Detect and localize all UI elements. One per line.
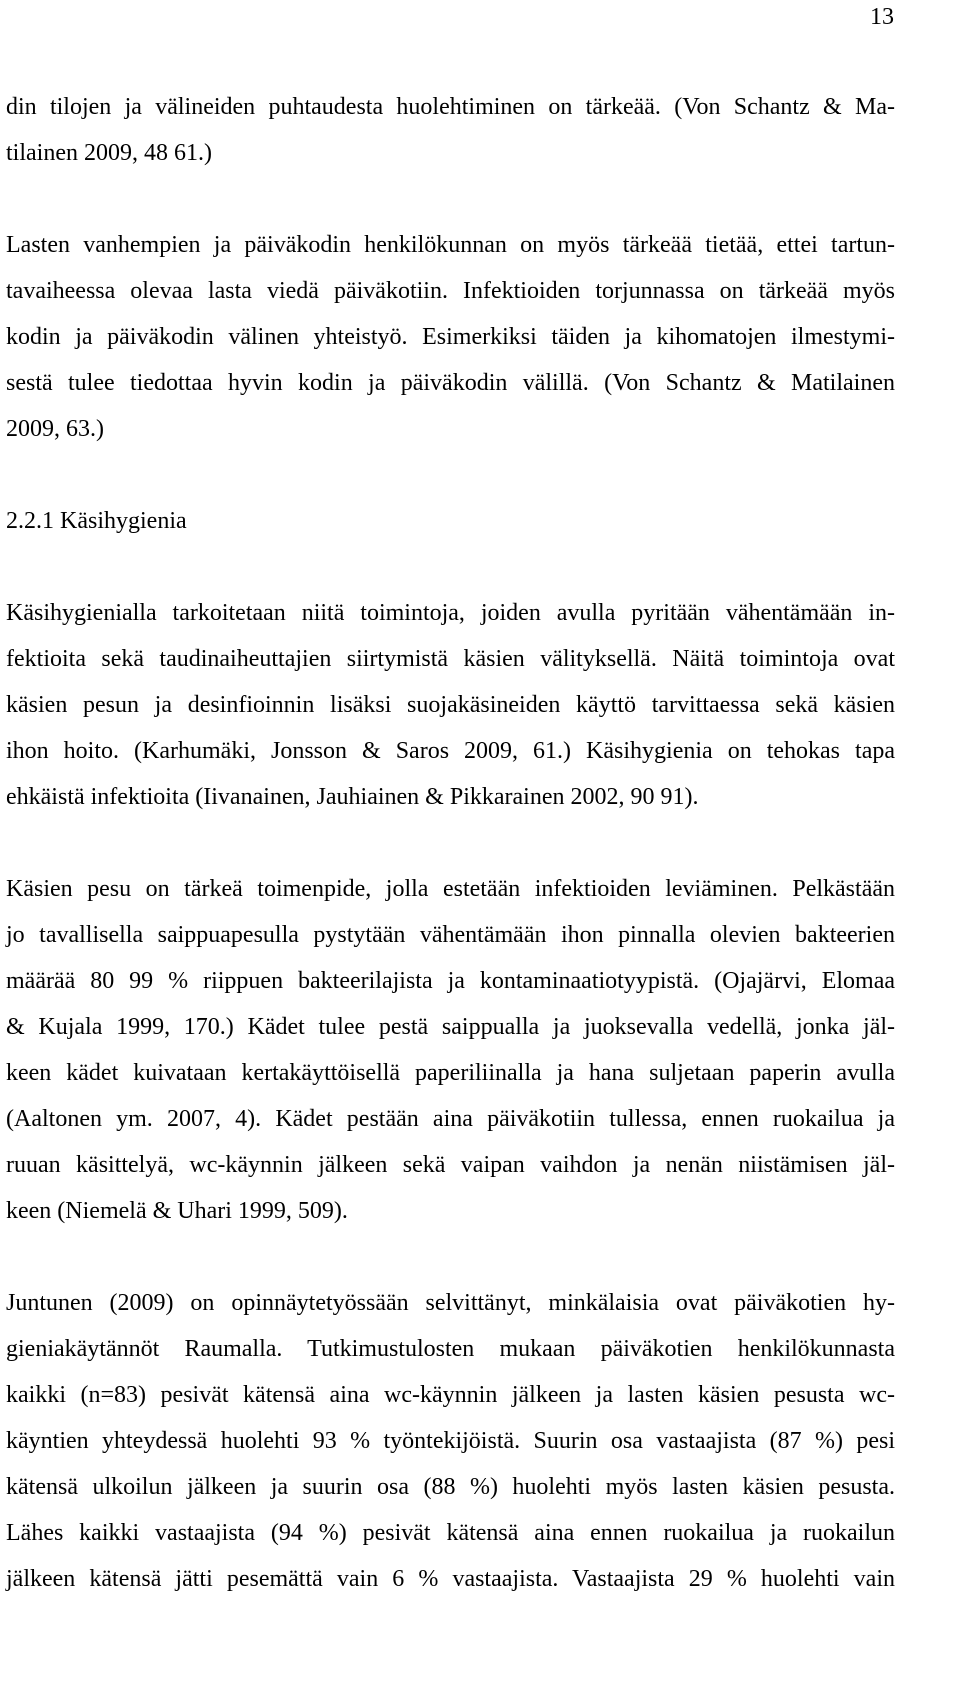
paragraph-gap (6, 1234, 895, 1280)
text-line: ihon hoito. (Karhumäki, Jonsson & Saros 2009, 61.) Käsihygienia on tehokas tapa (6, 738, 895, 764)
page-number: 13 (870, 4, 894, 30)
text-line: tilainen 2009, 48 61.) (6, 140, 212, 166)
text-line: Juntunen (2009) on opinnäytetyössään selvittänyt, minkälaisia ovat päiväkotien hy- (6, 1290, 895, 1316)
text-line: Käsihygienialla tarkoitetaan niitä toimintoja, joiden avulla pyritään vähentämään in- (6, 600, 895, 626)
text-line: sestä tulee tiedottaa hyvin kodin ja päiväkodin välillä. (Von Schantz & Matilainen (6, 370, 895, 396)
text-line: gieniakäytännöt Raumalla. Tutkimustulosten mukaan päiväkotien henkilökunnasta (6, 1336, 895, 1362)
text-line: (Aaltonen ym. 2007, 4). Kädet pestään aina päiväkotiin tullessa, ennen ruokailua ja (6, 1106, 895, 1132)
paragraph-gap (6, 544, 895, 590)
text-line: kaikki (n=83) pesivät kätensä aina wc-käynnin jälkeen ja lasten käsien pesusta wc- (6, 1382, 895, 1408)
paragraph-gap (6, 452, 895, 498)
paragraph-gap (6, 176, 895, 222)
text-line: käyntien yhteydessä huolehti 93 % työntekijöistä. Suurin osa vastaajista (87 %) pesi (6, 1428, 895, 1454)
text-line: määrää 80 99 % riippuen bakteerilajista ja kontaminaatiotyypistä. (Ojajärvi, Elomaa (6, 968, 895, 994)
text-line: keen (Niemelä & Uhari 1999, 509). (6, 1198, 348, 1224)
paragraph (6, 222, 895, 452)
paragraph (6, 1280, 895, 1602)
paragraph (6, 590, 895, 820)
paragraph (6, 866, 895, 1234)
text-line: din tilojen ja välineiden puhtaudesta huolehtiminen on tärkeää. (Von Schantz & Ma- (6, 94, 895, 120)
paragraph-gap (6, 820, 895, 866)
text-line: jo tavallisella saippuapesulla pystytään vähentämään ihon pinnalla olevien bakteerien (6, 922, 895, 948)
text-line: 2009, 63.) (6, 416, 104, 442)
text-line: tavaiheessa olevaa lasta viedä päiväkotiin. Infektioiden torjunnassa on tärkeää myös (6, 278, 895, 304)
document-body (6, 84, 895, 1602)
text-line: Käsien pesu on tärkeä toimenpide, jolla estetään infektioiden leviäminen. Pelkästään (6, 876, 895, 902)
text-line: ehkäistä infektioita (Iivanainen, Jauhiainen & Pikkarainen 2002, 90 91). (6, 784, 699, 810)
text-line: jälkeen kätensä jätti pesemättä vain 6 % vastaajista. Vastaajista 29 % huolehti vain (6, 1566, 895, 1592)
text-line: käsien pesun ja desinfioinnin lisäksi suojakäsineiden käyttö tarvittaessa sekä käsien (6, 692, 895, 718)
text-line: & Kujala 1999, 170.) Kädet tulee pestä saippualla ja juoksevalla vedellä, jonka jäl- (6, 1014, 895, 1040)
section-heading: 2.2.1 Käsihygienia (6, 508, 187, 534)
text-line: fektioita sekä taudinaiheuttajien siirtymistä käsien välityksellä. Näitä toimintoja ovat (6, 646, 895, 672)
paragraph (6, 84, 895, 176)
text-line: Lasten vanhempien ja päiväkodin henkilökunnan on myös tärkeää tietää, ettei tartun- (6, 232, 895, 258)
text-line: Lähes kaikki vastaajista (94 %) pesivät kätensä aina ennen ruokailua ja ruokailun (6, 1520, 895, 1546)
text-line: kodin ja päiväkodin välinen yhteistyö. Esimerkiksi täiden ja kihomatojen ilmestymi- (6, 324, 895, 350)
text-line: ruuan käsittelyä, wc-käynnin jälkeen sekä vaipan vaihdon ja nenän niistämisen jäl- (6, 1152, 895, 1178)
text-line: kätensä ulkoilun jälkeen ja suurin osa (88 %) huolehti myös lasten käsien pesusta. (6, 1474, 895, 1500)
text-line: keen kädet kuivataan kertakäyttöisellä paperiliinalla ja hana suljetaan paperin avulla (6, 1060, 895, 1086)
